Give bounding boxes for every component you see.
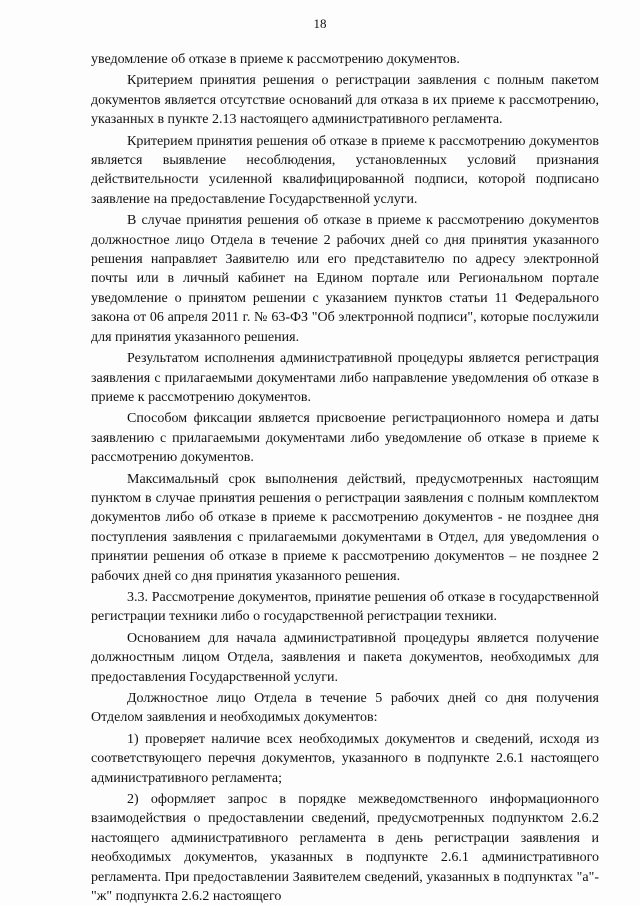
list-item-1: 1) проверяет наличие всех необходимых документов и сведений, исходя из соответствующего перечня документов, указанного в подпункте 2.6.1 настоящего административного регламента; xyxy=(91,731,599,786)
paragraph-3: Критерием принятия решения об отказе в приеме к рассмотрению документов является выявление несоблюдения, установленных условий признания действительности усиленной квалифицированной подписи, которой подписано заявление на предоставление Государственной услуги. xyxy=(91,133,599,207)
page-body xyxy=(91,50,599,908)
paragraph-4: В случае принятия решения об отказе в приеме к рассмотрению документов должностное лицо Отдела в течение 2 рабочих дней со дня принятия указанного решения направляет Заявителю или его представителю по адресу электронной почты или в личный кабинет на Едином портале или Региональном портале уведомление о принятом решении с указанием пунктов статьи 11 Федерального закона от 06 апреля 2011 г. № 63-ФЗ "Об электронной подписи", которые послужили для принятия указанного решения. xyxy=(91,213,599,345)
paragraph-6: Способом фиксации является присвоение регистрационного номера и даты заявлению с прилагаемыми документами либо уведомление об отказе в приеме к рассмотрению документов. xyxy=(91,411,599,466)
paragraph-1: уведомление об отказе в приеме к рассмотрению документов. xyxy=(91,52,460,67)
paragraph-10: Должностное лицо Отдела в течение 5 рабочих дней со дня получения Отделом заявления и необходимых документов: xyxy=(91,691,599,726)
list-item-2: 2) оформляет запрос в порядке межведомственного информационного взаимодействия о предоставлении сведений, предусмотренных подпунктом 2.6.2 настоящего административного регламента в день регистрации заявления и необходимых документов, указанных в подпункте 2.6.1 административного регламента. При предоставлении Заявителем сведений, указанных в подпунктах "а"-"ж" подпункта 2.6.2 настоящего xyxy=(91,792,599,905)
paragraph-9: Основанием для начала административной процедуры является получение должностным лицом Отдела, заявления и пакета документов, необходимых для предоставления Государственной услуги. xyxy=(91,630,599,685)
paragraph-5: Результатом исполнения административной процедуры является регистрация заявления с прилагаемыми документами либо направление уведомления об отказе в приеме к рассмотрению документов. xyxy=(91,351,599,405)
page-number: 18 xyxy=(313,16,327,31)
paragraph-2: Критерием принятия решения о регистрации заявления с полным пакетом документов является отсутствие оснований для отказа в их приеме к рассмотрению, указанных в пункте 2.13 настоящего административного регламента. xyxy=(91,73,599,128)
section-3-3-heading: 3.3. Рассмотрение документов, принятие решения об отказе в государственной регистрации техники либо о государственной регистрации техники. xyxy=(91,589,599,625)
paragraph-7: Максимальный срок выполнения действий, предусмотренных настоящим пунктом в случае принятия решения о регистрации заявления с полным комплектом документов либо об отказе в приеме к рассмотрению документов - не позднее дня поступления заявления с прилагаемыми документами в Отдел, для уведомления о принятии решения об отказе в приеме к рассмотрению документов – не позднее 2 рабочих дней со дня принятия указанного решения. xyxy=(91,471,599,584)
